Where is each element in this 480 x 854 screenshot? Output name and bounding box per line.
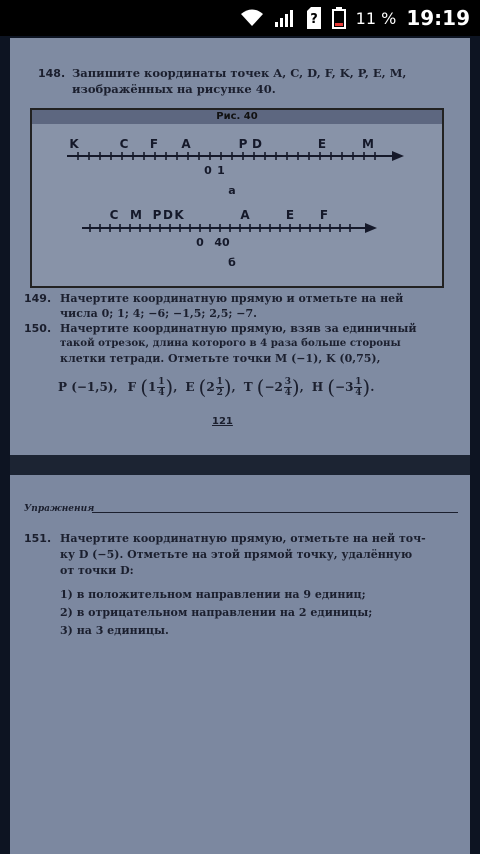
f-fraction (157, 377, 165, 398)
exercise-149-line1: Начертите координатную прямую и отметьте на ней (60, 292, 404, 305)
f-denominator: 4 (158, 387, 165, 398)
point-label-k-b: K (174, 208, 184, 222)
point-h-letter: H (311, 380, 324, 394)
number-line-b-arrow (365, 223, 377, 233)
t-numerator: 3 (284, 376, 291, 387)
h-denominator: 4 (355, 387, 362, 398)
clock: 19:19 (406, 6, 470, 30)
figure-number-lines (32, 124, 442, 286)
page-number: 121 (212, 416, 233, 427)
exercise-150-line4 (58, 370, 374, 404)
exercise-150-number: 150. (24, 322, 52, 335)
status-bar (0, 0, 480, 36)
battery-percent: 11 % (355, 8, 397, 28)
e-whole: 2 (206, 380, 215, 394)
section-heading: Упражнения (24, 504, 95, 514)
battery-icon (332, 7, 346, 29)
h-fraction (354, 377, 362, 398)
mixed-number-e: ( 2 $\frac{1}{2}$ ) , (199, 370, 236, 404)
f-numerator: 1 (158, 376, 165, 387)
h-whole: −3 (335, 380, 354, 394)
exercise-149-line2: числа 0; 1; 4; −6; −1,5; 2,5; −7. (60, 307, 257, 320)
point-label-c-b: C (109, 208, 119, 222)
signal-icon (274, 8, 296, 28)
point-label-d-b: D (163, 208, 173, 222)
wifi-icon (240, 9, 264, 27)
point-label-e-b: E (285, 208, 295, 222)
point-label-k-a: K (69, 137, 79, 151)
exercise-149-number: 149. (24, 292, 52, 305)
point-t-letter: T (243, 380, 253, 394)
point-label-m-a: M (362, 137, 374, 151)
figure-title: Рис. 40 (32, 110, 442, 124)
f-whole: 1 (148, 380, 157, 394)
point-label-m-b: M (130, 208, 142, 222)
exercise-150-line2: такой отрезок, длина которого в 4 раза больше стороны (60, 337, 401, 349)
exercise-148-line2: изображённых на рисунке 40. (72, 82, 276, 96)
exercise-151-line2: ку D (−5). Отметьте на этой прямой точку, удалённую (60, 548, 413, 561)
tick-label-0-b: 0 (196, 236, 204, 249)
t-denominator: 4 (284, 387, 291, 398)
point-label-p-a: P (238, 137, 248, 151)
exercise-150-line3: клетки тетради. Отметьте точки M (−1), K (0,75), (60, 352, 381, 365)
caption-b: б (228, 256, 236, 269)
exercise-151-line3: от точки D: (60, 564, 134, 577)
section-rule (92, 512, 458, 513)
point-label-f-b: F (319, 208, 329, 222)
point-label-e-a: E (317, 137, 327, 151)
exercise-150-line1: Начертите координатную прямую, взяв за единичный (60, 322, 417, 335)
sim-unknown-icon (306, 7, 322, 29)
tick-label-1-a: 1 (217, 164, 225, 177)
page-gap-shadow (10, 455, 470, 475)
point-label-p-b: P (152, 208, 162, 222)
caption-a: а (228, 184, 236, 197)
point-label-d-a: D (252, 137, 262, 151)
point-label-a-a: A (181, 137, 191, 151)
t-whole: −2 (264, 380, 283, 394)
exercise-148-line1: Запишите координаты точек A, C, D, F, K, P, E, M, (72, 66, 407, 80)
exercise-151-number: 151. (24, 532, 52, 545)
exercise-151-line1: Начертите координатную прямую, отметьте на ней точ- (60, 532, 426, 545)
tick-label-0-a: 0 (204, 164, 212, 177)
exercise-151-item1: 1) в положительном направлении на 9 единиц; (60, 588, 366, 601)
e-numerator: 1 (216, 376, 223, 387)
tick-label-40-b: 40 (214, 236, 230, 249)
mixed-number-h: ( −3 $\frac{1}{4}$ ) . (327, 370, 374, 404)
number-line-a-arrow (392, 151, 404, 161)
exercise-151-item2: 2) в отрицательном направлении на 2 единицы; (60, 606, 373, 619)
h-numerator: 1 (355, 376, 362, 387)
point-p: P (−1,5), (58, 380, 118, 394)
point-e-letter: E (185, 380, 195, 394)
t-fraction (284, 377, 292, 398)
point-label-a-b: A (240, 208, 250, 222)
exercise-151-item3: 3) на 3 единицы. (60, 624, 169, 637)
point-f-letter: F (127, 380, 137, 394)
mixed-number-t: ( −2 $\frac{3}{4}$ ) , (257, 370, 304, 404)
e-fraction (216, 377, 224, 398)
mixed-number-f: ( 1 $\frac{1}{4}$ ) , (140, 370, 177, 404)
point-label-f-a: F (149, 137, 159, 151)
figure-40 (30, 108, 444, 288)
point-label-c-a: C (119, 137, 129, 151)
svg-text:?: ? (309, 12, 318, 27)
exercise-148-number: 148. (38, 67, 66, 80)
e-denominator: 2 (216, 387, 223, 398)
